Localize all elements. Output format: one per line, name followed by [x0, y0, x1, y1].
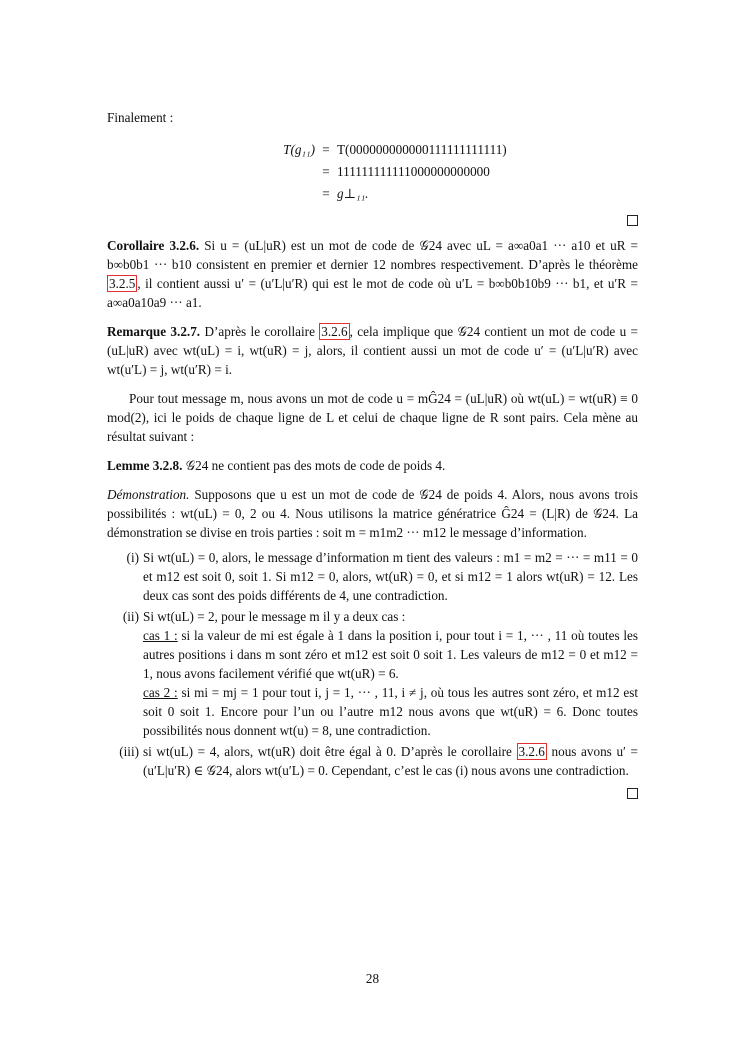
equation-block	[235, 140, 638, 203]
cas-2-text: si mi = mj = 1 pour tout i, j = 1, ··· , 11, i ≠ j, où tous les autres sont zéro, et m12 est soit 0 soit 1. Encore pour l’un ou l’autre m12 nous avons que wt(uR) = 6. Donc toutes possibilités nous donnent wt(u) = 8, une contradiction.	[143, 685, 639, 738]
remarque-text-1: D’après le corollaire	[204, 324, 315, 339]
equation-rel-2: =	[322, 164, 330, 179]
cas-1-text: si la valeur de mi est égale à 1 dans la position i, pour tout i = 1, ··· , 11 où toutes les autres positions i dans m sont zéro et m12 est soit 0 soit 1. Les valeurs de m12 = 0 et m12 = 1, nous avons facilement vérifié que wt(uR) = 6.	[143, 628, 638, 681]
ref-link-3-2-6-b[interactable]: 3.2.6	[518, 744, 545, 759]
remarque-paragraph	[107, 322, 638, 379]
item-text-ii	[143, 607, 638, 740]
equation-rhs-1: T(000000000000111111111111)	[337, 142, 507, 157]
item-label-ii: (ii)	[122, 609, 139, 624]
item-text-iii	[143, 742, 638, 780]
demonstration-title: Démonstration.	[107, 487, 190, 502]
page-number: 28	[365, 971, 380, 986]
equation-rhs-3: g⊥₁₁.	[337, 186, 369, 201]
equation-rhs-2: 111111111111000000000000	[337, 164, 490, 179]
proof-case-list	[107, 548, 638, 780]
ref-link-3-2-6[interactable]: 3.2.6	[321, 324, 348, 339]
ref-link-3-2-5[interactable]: 3.2.5	[109, 276, 136, 291]
body-paragraph: Pour tout message m, nous avons un mot de code u = mĜ24 = (uL|uR) où wt(uL) = wt(uR) ≡ 0 mod(2), ici le poids de chaque ligne de L et celui de chaque ligne de R sont pairs. Cela mène au résultat suivant :	[107, 391, 638, 444]
list-item	[107, 548, 638, 605]
item-iii-text-1: si wt(uL) = 4, alors, wt(uR) doit être égal à 0. D’après le corollaire	[143, 744, 512, 759]
item-iii-text-2: nous avons u′ = (u′L|u′R) ∈ 𝒢24, alors wt(u′L) = 0. Cependant, c’est le cas (i) nous avons une contradiction.	[143, 744, 638, 778]
corollaire-text-2: , il contient aussi u′ = (u′L|u′R) qui est le mot de code où u′L = b∞b0b10b9 ··· b1, et u′R = a∞a0a10a9 ··· a1.	[107, 276, 638, 310]
qed-symbol	[627, 215, 638, 226]
item-text-i: Si wt(uL) = 0, alors, le message d’information m tient des valeurs : m1 = m2 = ··· = m11 = 0 et m12 est soit 0, soit 1. Si m12 = 0, alors, wt(uR) = 0, et si m12 = 1 alors wt(uR) = 12. Les deux cas sont des poids différents de 4, une contradiction.	[143, 550, 638, 603]
remarque-text-2: , cela implique que 𝒢24 contient un mot de code u = (uL|uR) avec wt(uL) = i, wt(uR) = j, alors, il contient aussi un mot de code u′ = (u′L|u′R) avec wt(u′L) = j, wt(u′R) = i.	[107, 324, 638, 377]
corollaire-paragraph	[107, 236, 638, 312]
list-item	[107, 742, 638, 780]
item-label-iii: (iii)	[119, 744, 139, 759]
finalement-text: Finalement :	[107, 110, 174, 125]
lemme-title: Lemme 3.2.8.	[107, 458, 183, 473]
cas-2-label: cas 2 :	[143, 685, 178, 700]
demonstration-text: Supposons que u est un mot de code de 𝒢24 de poids 4. Alors, nous avons trois possibilités : wt(uL) = 0, 2 ou 4. Nous utilisons la matrice génératrice Ĝ24 = (L|R) de 𝒢24. La démonstration se divise en trois parties : soit m = m1m2 ··· m12 le message d’information.	[107, 487, 638, 540]
item-ii-intro: Si wt(uL) = 2, pour le message m il y a deux cas :	[143, 609, 406, 624]
equation-rel-3: =	[322, 186, 330, 201]
remarque-title: Remarque 3.2.7.	[107, 324, 201, 339]
page-content	[107, 108, 638, 799]
lemme-text: 𝒢24 ne contient pas des mots de code de poids 4.	[185, 458, 446, 473]
equation-lhs: T(g₁₁)	[283, 142, 315, 157]
list-item	[107, 607, 638, 740]
corollaire-title: Corollaire 3.2.6.	[107, 238, 200, 253]
cas-1-label: cas 1 :	[143, 628, 178, 643]
demonstration-paragraph	[107, 485, 638, 542]
qed-symbol	[627, 788, 638, 799]
corollaire-text-1: Si u = (uL|uR) est un mot de code de 𝒢24 avec uL = a∞a0a1 ··· a10 et uR = b∞b0b1 ··· b10 consistent en premier et dernier 12 nombres respectivement. D’après le théorème	[107, 238, 638, 272]
item-label-i: (i)	[126, 550, 139, 565]
equation-rel-1: =	[322, 142, 330, 157]
lemme-paragraph	[107, 456, 638, 475]
